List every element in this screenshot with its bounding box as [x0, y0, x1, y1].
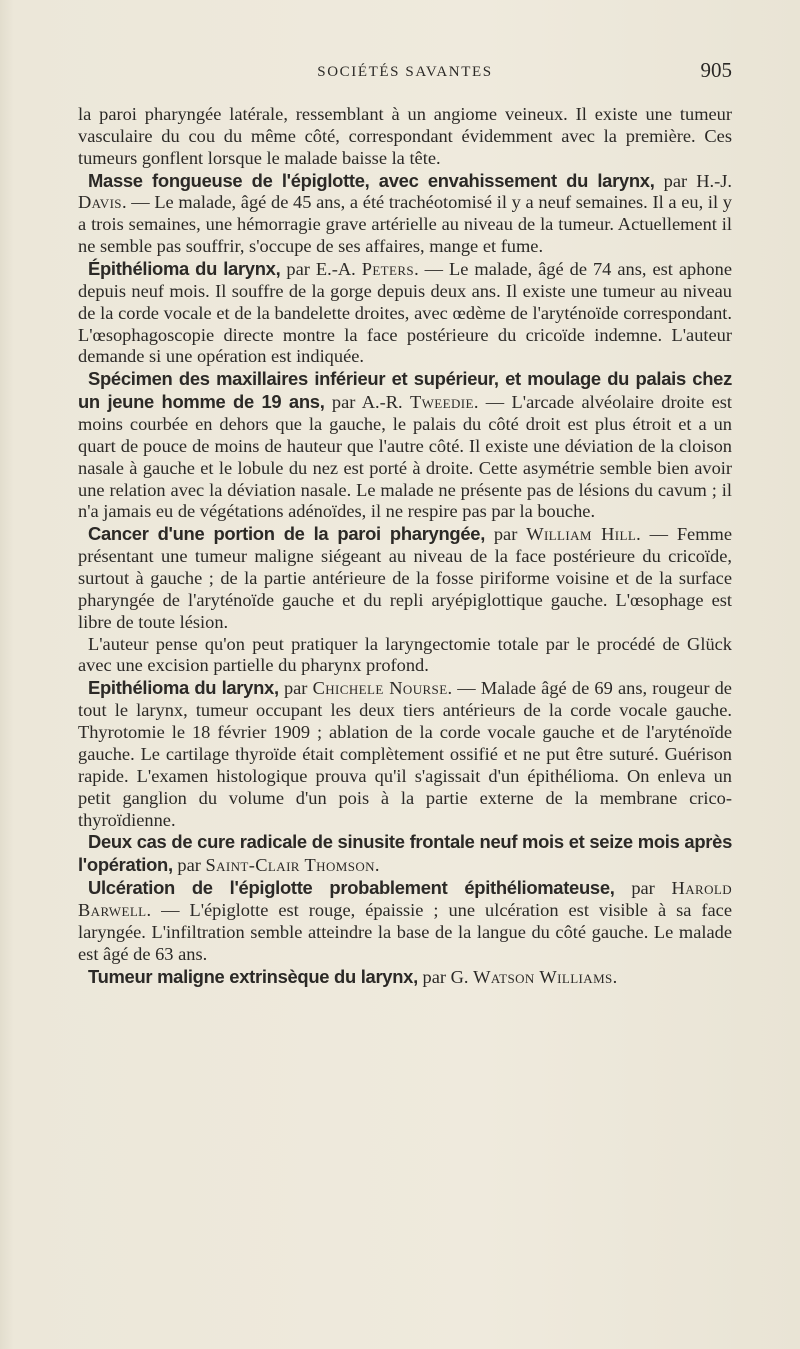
- paragraph-text: L'auteur pense qu'on peut pratiquer la laryngectomie totale par le procédé de Glück avec une excision partielle du pharynx profond.: [78, 633, 732, 676]
- author-name: Davis: [78, 192, 122, 213]
- paragraph-by: par: [485, 524, 527, 545]
- author-name: Tweedie: [409, 392, 474, 413]
- section-heading: Tumeur maligne extrinsèque du larynx,: [88, 965, 418, 987]
- section-heading: Cancer d'une portion de la paroi pharyngée,: [88, 523, 486, 545]
- author-name: William Hill: [526, 524, 637, 545]
- paragraph-text: . — Malade âgé de 69 ans, rougeur de tout le larynx, tumeur occupant les deux tiers antérieurs de la corde vocale gauche. Thyrotomie le 18 février 1909 ; ablation de la corde vocale gauche et de l'aryténoïde gauche. Le cartilage thyroïde était complètement ossifié et ne put être suturé. Guérison rapide. L'examen histologique prouva qu'il s'agissait d'un épithélioma. On enleva un petit ganglion du volume d'un pois à la partie externe de la membrane crico-thyroïdienne.: [78, 678, 732, 830]
- section-heading: Ulcération de l'épiglotte probablement épithéliomateuse,: [88, 877, 615, 899]
- section-heading: Deux cas de cure radicale de sinusite frontale neuf mois et seize mois après l'opération,: [78, 831, 732, 876]
- author-name: Saint-Clair Thomson: [205, 855, 375, 876]
- page-number: 905: [700, 58, 732, 82]
- paragraph-text: .: [612, 966, 618, 987]
- author-name: Chichele Nourse: [312, 678, 448, 699]
- paragraph-by: par E.-A.: [280, 259, 362, 280]
- author-name: Harold Barwell: [78, 878, 732, 920]
- paragraph-text: . — L'épiglotte est rouge, épaissie ; une ulcération est visible à sa face laryngée. L'infiltration semble atteindre la base de la langue du côté gauche. Le malade est âgé de 63 ans.: [78, 899, 732, 964]
- paragraph-text: .: [374, 855, 380, 876]
- paragraph-tweedie: [78, 368, 732, 523]
- paragraph-by: par G.: [417, 966, 474, 987]
- section-heading: Épithélioma du larynx,: [88, 258, 281, 280]
- paragraph-text: . — Femme présentant une tumeur maligne siégeant au niveau de la face postérieure du cricoïde, surtout à gauche ; de la partie antérieure de la fosse piriforme voisine et de la surface pharyngée de l'aryténoïde gauche et du repli aryépiglottique gauche. L'œsophage est libre de toute lésion.: [78, 524, 732, 632]
- paragraph-thomson: [78, 831, 732, 877]
- paragraph-text: . — L'arcade alvéolaire droite est moins courbée en dehors que la gauche, le palais du côté droit est plus étroit et a un quart de pouce de moins de hauteur que l'autre côté. Il existe une déviation de la cloison nasale à gauche et le lobule du nez est porté à droite. Cette asymétrie semble bien avoir une relation avec la déviation nasale. Le malade ne présente pas de lésions du cavum ; il n'a jamais eu de végétations adénoïdes, il ne respire pas par la bouche.: [78, 392, 732, 522]
- paragraph-davis: [78, 170, 732, 258]
- paragraph-by: par: [278, 678, 313, 699]
- paragraph-barwell: [78, 877, 732, 965]
- running-title: SOCIÉTÉS SAVANTES: [317, 64, 493, 80]
- author-name: Peters: [361, 259, 415, 280]
- paragraph-text: . — Le malade, âgé de 45 ans, a été trachéotomisé il y a neuf semaines. Il a eu, il y a trois semaines, une hémorragie grave artérielle au niveau de la tumeur. Actuellement il ne semble pas souffrir, s'occupe de ses affaires, mange et fume.: [78, 192, 732, 257]
- paragraph-by: par: [172, 855, 206, 876]
- page-body: [78, 104, 732, 988]
- paragraph-nourse: [78, 677, 732, 831]
- paragraph-williams: [78, 966, 732, 989]
- paragraph-by: par: [614, 878, 672, 899]
- paragraph-continuation: [78, 104, 732, 170]
- section-heading: Masse fongueuse de l'épiglotte, avec envahissement du larynx,: [88, 169, 655, 191]
- section-heading: Spécimen des maxillaires inférieur et supérieur, et moulage du palais chez un jeune homme de 19 ans,: [78, 368, 732, 413]
- paragraph-peters: [78, 258, 732, 368]
- author-name: Watson Williams: [473, 966, 613, 987]
- section-heading: Epithélioma du larynx,: [88, 677, 279, 699]
- paragraph-by: par A.-R.: [324, 392, 410, 413]
- paragraph-text: la paroi pharyngée latérale, ressemblant à un angiome veineux. Il existe une tumeur vasculaire du cou du même côté, correspondant évidemment avec la première. Ces tumeurs gonflent lorsque le malade baisse la tête.: [78, 104, 732, 168]
- page-header: [78, 58, 732, 88]
- paragraph-text: . — Le malade, âgé de 74 ans, est aphone depuis neuf mois. Il souffre de la gorge depuis deux ans. Il existe une tumeur au niveau de la corde vocale et de la bandelette droites, avec œdème de l'aryténoïde correspondant. L'œsophagoscopie directe montre la face postérieure du cricoïde indemne. L'auteur demande si une opération est indiquée.: [78, 259, 732, 367]
- paragraph-by: par H.-J.: [654, 170, 732, 191]
- paragraph-hill: [78, 523, 732, 633]
- paragraph-hill-continued: [78, 634, 732, 678]
